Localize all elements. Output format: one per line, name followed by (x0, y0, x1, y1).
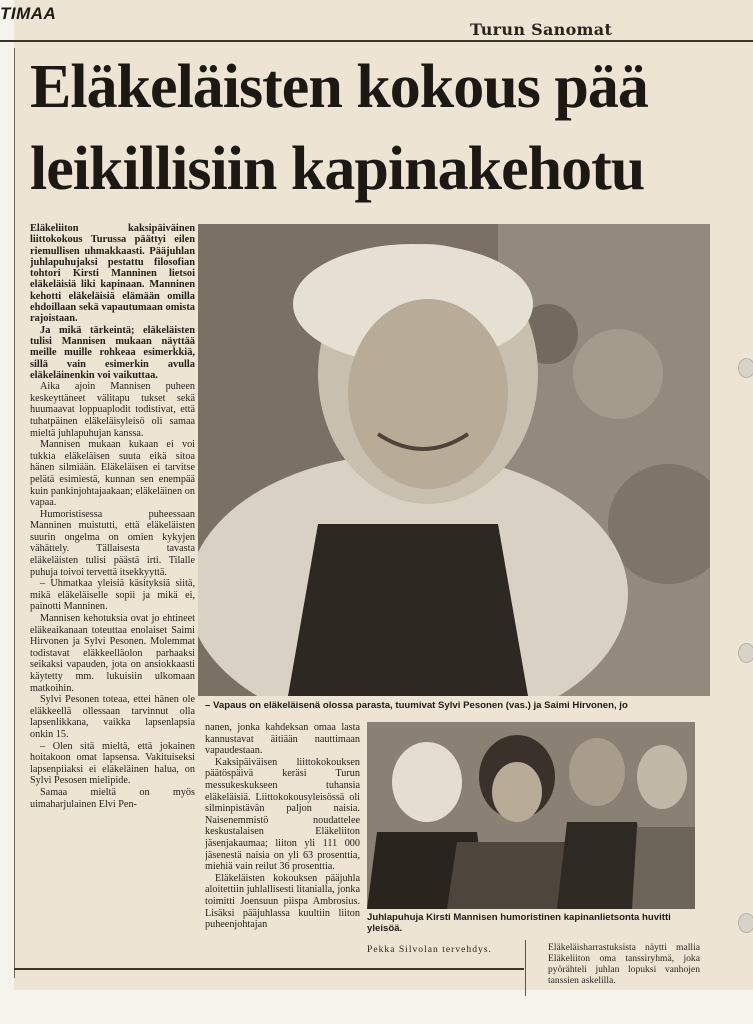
punch-hole (738, 358, 753, 378)
article-column-1 (30, 223, 195, 968)
paragraph: Eläkeläisten kokouksen pääjuhla aloitettiin juhlallisesti litanialla, jonka toimitti Joensuun piispa Ambrosius. Lisäksi pääjuhlassa kuultiin liiton puheenjohtajan (205, 872, 360, 931)
lead-paragraph-2: Ja mikä tärkeintä; eläkeläisten tulisi Mannisen mukaan näyttää meille muille rohkeaa esimerkkiä, sillä vain esimerkin avulla eläkeläinenkin voi vaikuttaa. (30, 324, 195, 381)
headline-line-2: leikillisiin kapinakehotu (30, 135, 645, 203)
sidebox-text: Eläkeläisharrastuksista näytti mallia Eläkeliiton oma tanssiryhmä, joka pyörähteli juhlan lopuksi vanhojen tanssien askelilla. (548, 942, 700, 986)
main-photo-illustration (198, 224, 710, 696)
punch-hole (738, 643, 753, 663)
top-rule (0, 40, 753, 42)
paragraph: – Uhmatkaa yleisiä käsityksiä siitä, mikä eläkeläiselle sopii ja mikä ei, painotti Manninen. (30, 578, 195, 613)
section-label: TIMAA (0, 4, 57, 23)
secondary-photo (367, 722, 695, 909)
lead-paragraph: Eläkeliiton kaksipäiväinen liittokokous Turussa päättyi eilen riemullisen uhmakkaasti. Pääjuhlan juhlapuhujaksi pestattu filosofian tohtori Kirsti Manninen lietsoi eläkeläisiä liki kapinaan. Manninen kehotti eläkeläisiä elämään omilla ehdoillaan sekä vapautumaan omista rajoistaan. (30, 223, 195, 325)
article-column-2 (205, 722, 360, 972)
main-photo-caption: – Vapaus on eläkeläisenä olossa parasta, tuumivat Sylvi Pesonen (vas.) ja Saimi Hirvonen, jo (205, 700, 628, 711)
paragraph: Humoristisessa puheessaan Manninen muistutti, että eläkeläisten suurin ongelma on omien kykyjen vähättely. Tällaisesta tavasta eläkeläisten tulisi päästä irti. Tilalle puhuja toivoi tervettä itsekkyyttä. (30, 508, 195, 578)
secondary-photo-caption: Juhlapuhuja Kirsti Mannisen humoristinen kapinanlietsonta huvitti yleisöä. (367, 912, 671, 934)
secondary-photo-illustration (367, 722, 695, 909)
main-photo (198, 224, 710, 696)
masthead: Turun Sanomat (470, 20, 613, 39)
headline-line-1: Eläkeläisten kokous pää (30, 53, 648, 121)
paragraph: Mannisen kehotuksia ovat jo ehtineet eläkeaikanaan toteuttaa enolaiset Saimi Hirvonen ja Sylvi Pesonen. Molemmat todistavat eläkkeelläolon parhaaksi seikaksi vapauden, jota on ansiokkaasti käytetty mm. lukuisiin ulkomaan matkoihin. (30, 613, 195, 694)
left-rule (14, 48, 15, 978)
bottom-rule (14, 968, 524, 970)
paragraph: nanen, jonka kahdeksan omaa lasta kannustavat äitiään nauttimaan vapaudestaan. (205, 722, 360, 757)
side-rule (525, 940, 526, 996)
paragraph: – Olen sitä mieltä, että jokainen hoitakoon omat lapsensa. Vakituiseksi lapsenpiiaksi ei eläkeläinen halua, on Sylvi Pesosen mielipide. (30, 740, 195, 787)
paragraph: Aika ajoin Mannisen puheen keskeyttäneet välitapu tukset sekä huumaavat loppuaplodit todistivat, että tuhatpäinen eläkeläisyleisö oli samaa mieltä juhlapuhujan kanssa. (30, 381, 195, 439)
paragraph: Samaa mieltä on myös uimaharjulainen Elvi Pen- (30, 786, 195, 810)
credit-text: Pekka Silvolan tervehdys. (367, 944, 492, 955)
paragraph: Sylvi Pesonen toteaa, ettei hänen ole eläkkeellä ollessaan tarvinnut olla lapsenlikkana, vaikka lapsenlapsia onkin 15. (30, 694, 195, 740)
headline (30, 46, 753, 210)
paragraph: Kaksipäiväisen liittokokouksen päätöspäivä keräsi Turun messukeskukseen tuhansia eläkeläisiä. Liittokokousyleisössä oli silminpistävän paljon naisia. Naisenemmistö noudattelee keskustalaisen Eläkeliiton jäsenjakaumaa; liiton yli 111 000 jäsenestä naisia on yli 63 prosenttia, miehiä vain reilut 36 prosenttia. (205, 756, 360, 873)
paragraph: Mannisen mukaan kukaan ei voi tukkia eläkeläisen suuta eikä sitoa hänen silmiään. Eläkeläisen ei tarvitse pelätä esimiestä, kunnan sen enempää kuin pankinjohtajaakaan; eläkeläinen on vapaa. (30, 439, 195, 509)
punch-hole (738, 913, 753, 933)
